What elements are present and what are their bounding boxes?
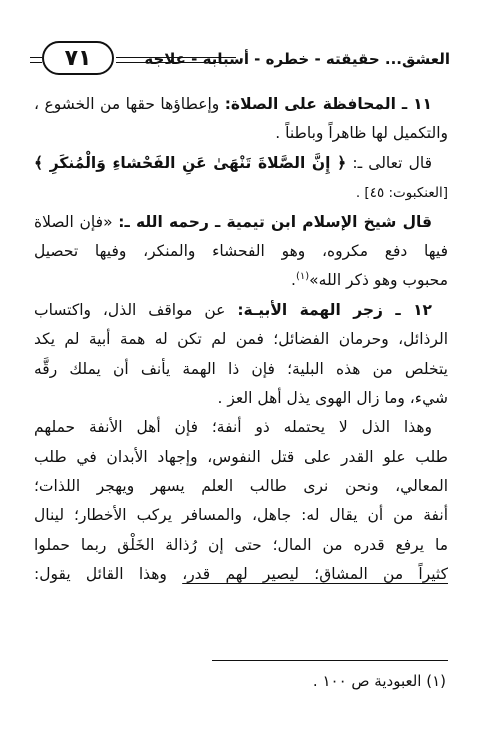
- text-line: قال شيخ الإسلام ابن تيمية ـ رحمه الله ـ: «فإن الصلاة: [34, 212, 432, 231]
- text-line: وهذا الذل لا يحتمله ذو أنفة؛ فإن أهل الأنفة حملهم: [34, 418, 432, 437]
- text-line: المعالي، ونحن نرى طالب العلم يسهر ويهجر اللذات؛: [34, 477, 448, 496]
- text-line: ١١ ـ المحافظة على الصلاة: وإعطاؤها حقها من الخشوع ،: [34, 95, 432, 113]
- running-header: [30, 38, 450, 84]
- verse-source: [العنكبوت: ٤٥] .: [355, 185, 448, 202]
- quran-verse: ﴿ إِنَّ الصَّلاةَ تَنْهَىٰ عَنِ الفَحْشاءِ وَالْمُنكَرِ ﴾: [34, 153, 347, 172]
- text-line: والتكميل لها ظاهراً وباطناً .: [275, 124, 448, 143]
- section-heading: ١١ ـ المحافظة على الصلاة:: [224, 95, 432, 113]
- text-line: الرذائل، وحرمان الفضائل؛ فمن لم تكن له همة أبية لم يكد: [34, 330, 448, 349]
- text-line: فيها دفع مكروه، وهو الفحشاء والمنكر، وفيها تحصيل: [34, 241, 448, 260]
- footnote-ref: (١): [295, 271, 310, 283]
- running-title: العشق... حقيقته - خطره - أسبابه - علاجه: [144, 50, 450, 68]
- text-line: ما يرفع قدره من المال؛ حتى إن رُذالة الخَلْق ربما حملوا: [34, 535, 448, 554]
- footnote: (١) العبودية ص ١٠٠ .: [312, 672, 446, 690]
- page-body: [34, 90, 448, 590]
- text-line: أنفة من أن يقال له: جاهل، والمسافر يركب الأخطار؛ لينال: [34, 506, 448, 525]
- quote-heading: قال شيخ الإسلام ابن تيمية ـ رحمه الله ـ:: [118, 212, 432, 231]
- header-rule-end: [30, 57, 42, 63]
- text-line: محبوب وهو ذكر الله»$^{(١)}$.: [291, 271, 448, 290]
- footnote-divider: [212, 660, 448, 661]
- text-line: ١٢ ـ زجر الهمة الأبيـة: عن مواقف الذل، واكتساب: [34, 300, 432, 319]
- header-rule: [116, 57, 236, 63]
- page-number: ٧١: [42, 41, 114, 75]
- text-line: شيء، وما زال الهوى يذل أهل العز .: [217, 388, 448, 407]
- text-line: طلب علو القدر على قتل النفوس، وإجهاد الأبدان في طلب: [34, 447, 448, 466]
- section-heading: ١٢ ـ زجر الهمة الأبيـة:: [237, 300, 432, 319]
- text-line: كثيراً من المشاق؛ ليصير لهم قدر، وهذا القائل يقول:: [34, 565, 448, 584]
- text-line: قال تعالى ـ: ﴿ إِنَّ الصَّلاةَ تَنْهَىٰ عَنِ الفَحْشاءِ وَالْمُنكَرِ ﴾: [34, 153, 432, 172]
- underlined-phrase: كثيراً من المشاق؛ ليصير لهم قدر،: [182, 565, 448, 584]
- text-line: [34, 178, 448, 207]
- text-line: يتخلص من هذه البلية؛ فإن ذا الهمة يأنف أن يملك رقَّه: [34, 359, 448, 378]
